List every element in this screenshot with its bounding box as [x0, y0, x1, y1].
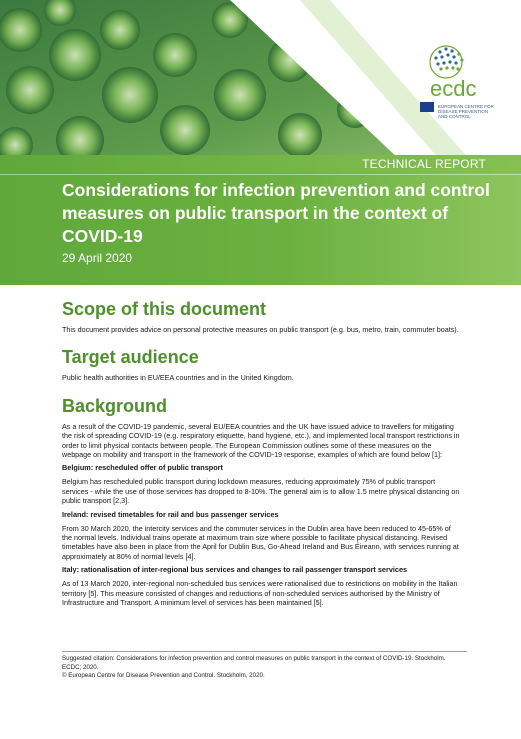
copyright-text: © European Centre for Disease Prevention and Control. Stockholm, 2020.: [62, 672, 265, 680]
audience-text: Public health authorities in EU/EEA countries and in the United Kingdom.: [62, 373, 294, 383]
ecdc-logo: [408, 40, 503, 130]
background-heading: Background: [62, 395, 168, 416]
scope-heading: Scope of this document: [62, 299, 267, 319]
logo-wordmark: ecdc: [430, 76, 477, 101]
ireland-text: From 30 March 2020, the intercity services and the commuter services in the Dublin area have been reduced to 45-65% of the normal levels. Individual trains operate at maximum train size where possible to facilitate physical distancing. Revised timetables have also been in place from the April for Dublin Bus, Go-Ahead Ireland and Bus Éireann, with services running at approximately at 80% of normal levels [4].: [62, 523, 459, 561]
footer-divider: [62, 651, 467, 652]
publication-date: 29 April 2020: [62, 251, 133, 265]
report-type: TECHNICAL REPORT: [362, 157, 486, 171]
belgium-heading: Belgium: rescheduled offer of public transport: [62, 463, 223, 473]
logo-subtitle: EUROPEAN CENTRE FOR DISEASE PREVENTION AND CONTROL: [438, 104, 494, 119]
document-body: [62, 298, 462, 608]
background-intro: As a result of the COVID-19 pandemic, several EU/EEA countries and the UK have issued advice to travellers for mitigating the risk of spreading COVID-19 (e.g. respiratory etiquette, hand hygiene, etc.), and implemented local transport restrictions in order to limit physical contacts between people. The European Commission outlines some of these measures on the webpage on mobility and transport in the framework of the COVID-19 response, examples of which are found below [1]:: [62, 421, 460, 460]
ireland-heading: Ireland: revised timetables for rail and bus passenger services: [62, 509, 279, 519]
scope-text: This document provides advice on personal protective measures on public transport (e.g. bus, metro, train, commuter boats).: [62, 325, 459, 334]
page-title: Considerations for infection prevention and control measures on public transport in the context of COVID-19: [62, 180, 490, 246]
italy-heading: Italy: rationalisation of inter-regional bus services and changes to rail passenger transport services: [62, 565, 408, 575]
eu-flag-icon: [420, 102, 434, 112]
footer: [62, 655, 462, 681]
italy-text: As of 13 March 2020, inter-regional non-scheduled bus services were rationalised due to restrictions on mobility in the Italian territory [5]. This measure consisted of changes and reductions of non-scheduled services authorised by the Ministry of Infrastructure and Transport. A minimum level of services has been maintained [5].: [62, 579, 458, 608]
divider: [0, 174, 521, 175]
belgium-text: Belgium has rescheduled public transport during lockdown measures, reducing approximately 75% of public transport services - while the use of those services has dropped to 8-10%. The general aim is to allow 1.5 metre physical distancing on public transport [2,3].: [62, 477, 460, 506]
globe-icon: [426, 40, 476, 80]
citation-text: Suggested citation: Considerations for infection prevention and control measures on public transport in the context of COVID-19. Stockholm. ECDC; 2020.: [62, 655, 446, 671]
audience-heading: Target audience: [62, 347, 199, 368]
